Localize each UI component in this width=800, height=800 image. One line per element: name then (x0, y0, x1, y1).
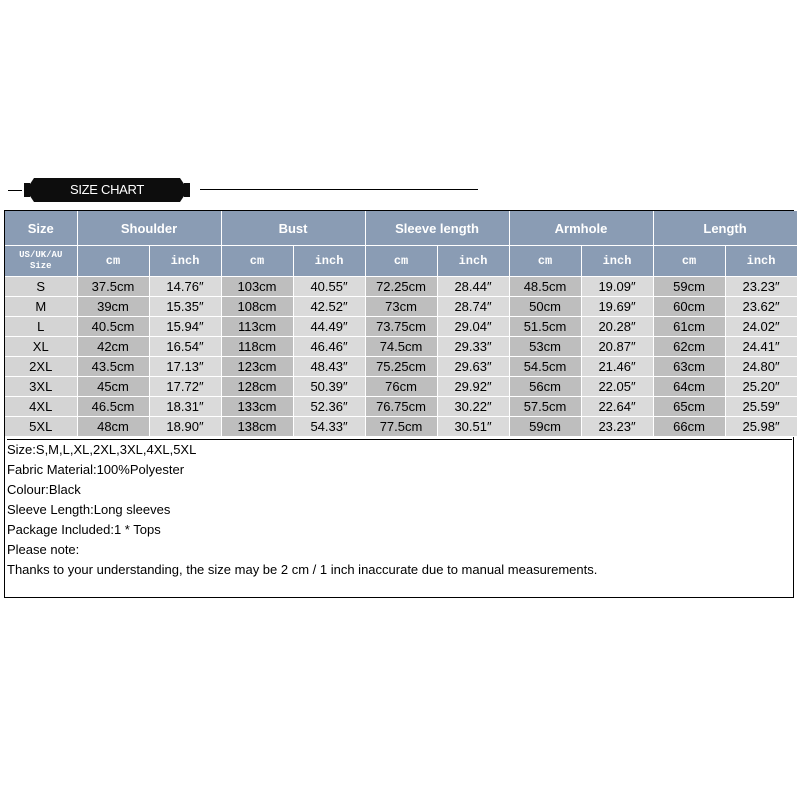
inch-cell: 24.02″ (725, 317, 797, 337)
inch-cell: 30.22″ (437, 397, 509, 417)
inch-cell: 15.94″ (149, 317, 221, 337)
inch-cell: 19.69″ (581, 297, 653, 317)
cm-cell: 53cm (509, 337, 581, 357)
inch-cell: 23.23″ (725, 277, 797, 297)
cm-cell: 59cm (509, 417, 581, 437)
cm-cell: 118cm (221, 337, 293, 357)
size-cell: S (5, 277, 77, 297)
header-armhole: Armhole (509, 211, 653, 246)
cm-cell: 61cm (653, 317, 725, 337)
inch-cell: 44.49″ (293, 317, 365, 337)
cm-cell: 76cm (365, 377, 437, 397)
inch-cell: 14.76″ (149, 277, 221, 297)
cm-cell: 57.5cm (509, 397, 581, 417)
table-row (5, 277, 797, 297)
inch-cell: 18.90″ (149, 417, 221, 437)
inch-cell: 24.80″ (725, 357, 797, 377)
inch-cell: 19.09″ (581, 277, 653, 297)
cm-cell: 51.5cm (509, 317, 581, 337)
unit-inch: inch (725, 246, 797, 277)
unit-size-label: Size (29, 261, 52, 271)
inch-cell: 20.28″ (581, 317, 653, 337)
table-row (5, 377, 797, 397)
cm-cell: 108cm (221, 297, 293, 317)
inch-cell: 28.74″ (437, 297, 509, 317)
banner-rule-left (8, 190, 22, 191)
size-cell: 5XL (5, 417, 77, 437)
inch-cell: 25.98″ (725, 417, 797, 437)
size-cell: L (5, 317, 77, 337)
table-row (5, 297, 797, 317)
info-sleeve: Sleeve Length:Long sleeves (7, 502, 171, 517)
cm-cell: 59cm (653, 277, 725, 297)
cm-cell: 133cm (221, 397, 293, 417)
table-row (5, 417, 797, 437)
cm-cell: 39cm (77, 297, 149, 317)
size-chart-frame (4, 210, 794, 598)
cm-cell: 66cm (653, 417, 725, 437)
unit-size-region: US/UK/AU (19, 250, 63, 260)
cm-cell: 64cm (653, 377, 725, 397)
inch-cell: 29.63″ (437, 357, 509, 377)
table-row (5, 357, 797, 377)
inch-cell: 50.39″ (293, 377, 365, 397)
size-chart-banner (0, 176, 800, 206)
table-row (5, 317, 797, 337)
inch-cell: 24.41″ (725, 337, 797, 357)
cm-cell: 128cm (221, 377, 293, 397)
inch-cell: 46.46″ (293, 337, 365, 357)
header-sleeve-length: Sleeve length (365, 211, 509, 246)
unit-row (5, 246, 797, 277)
cm-cell: 72.25cm (365, 277, 437, 297)
cm-cell: 65cm (653, 397, 725, 417)
header-length: Length (653, 211, 797, 246)
inch-cell: 52.36″ (293, 397, 365, 417)
cm-cell: 73cm (365, 297, 437, 317)
cm-cell: 113cm (221, 317, 293, 337)
cm-cell: 37.5cm (77, 277, 149, 297)
header-bust: Bust (221, 211, 365, 246)
unit-inch: inch (437, 246, 509, 277)
inch-cell: 42.52″ (293, 297, 365, 317)
cm-cell: 138cm (221, 417, 293, 437)
unit-cm: cm (365, 246, 437, 277)
cm-cell: 45cm (77, 377, 149, 397)
inch-cell: 40.55″ (293, 277, 365, 297)
unit-cm: cm (221, 246, 293, 277)
cm-cell: 76.75cm (365, 397, 437, 417)
unit-inch: inch (149, 246, 221, 277)
cm-cell: 56cm (509, 377, 581, 397)
inch-cell: 25.59″ (725, 397, 797, 417)
info-note-label: Please note: (7, 542, 80, 557)
info-package: Package Included:1 * Tops (7, 522, 161, 537)
inch-cell: 17.13″ (149, 357, 221, 377)
inch-cell: 48.43″ (293, 357, 365, 377)
product-info (7, 439, 792, 580)
banner-rule-right (200, 189, 478, 190)
inch-cell: 21.46″ (581, 357, 653, 377)
cm-cell: 77.5cm (365, 417, 437, 437)
inch-cell: 29.92″ (437, 377, 509, 397)
info-sizes: Size:S,M,L,XL,2XL,3XL,4XL,5XL (7, 442, 197, 457)
cm-cell: 103cm (221, 277, 293, 297)
cm-cell: 123cm (221, 357, 293, 377)
cm-cell: 54.5cm (509, 357, 581, 377)
unit-cm: cm (653, 246, 725, 277)
header-shoulder: Shoulder (77, 211, 221, 246)
size-cell: 2XL (5, 357, 77, 377)
info-note-text: Thanks to your understanding, the size may be 2 cm / 1 inch inaccurate due to manual measurements. (7, 562, 598, 577)
inch-cell: 54.33″ (293, 417, 365, 437)
inch-cell: 15.35″ (149, 297, 221, 317)
inch-cell: 25.20″ (725, 377, 797, 397)
table-row (5, 337, 797, 357)
unit-cm: cm (77, 246, 149, 277)
cm-cell: 63cm (653, 357, 725, 377)
inch-cell: 16.54″ (149, 337, 221, 357)
size-cell: 3XL (5, 377, 77, 397)
unit-inch: inch (293, 246, 365, 277)
inch-cell: 23.62″ (725, 297, 797, 317)
banner-notch-right (184, 183, 190, 197)
cm-cell: 50cm (509, 297, 581, 317)
cm-cell: 60cm (653, 297, 725, 317)
inch-cell: 30.51″ (437, 417, 509, 437)
unit-inch: inch (581, 246, 653, 277)
cm-cell: 74.5cm (365, 337, 437, 357)
header-size: Size (5, 211, 77, 246)
cm-cell: 73.75cm (365, 317, 437, 337)
info-colour: Colour:Black (7, 482, 81, 497)
inch-cell: 22.05″ (581, 377, 653, 397)
table-row (5, 397, 797, 417)
cm-cell: 42cm (77, 337, 149, 357)
unit-cm: cm (509, 246, 581, 277)
size-cell: M (5, 297, 77, 317)
cm-cell: 75.25cm (365, 357, 437, 377)
inch-cell: 29.33″ (437, 337, 509, 357)
cm-cell: 62cm (653, 337, 725, 357)
info-fabric: Fabric Material:100%Polyester (7, 462, 185, 477)
inch-cell: 18.31″ (149, 397, 221, 417)
size-cell: 4XL (5, 397, 77, 417)
inch-cell: 22.64″ (581, 397, 653, 417)
unit-size-header (5, 246, 77, 277)
size-cell: XL (5, 337, 77, 357)
inch-cell: 23.23″ (581, 417, 653, 437)
cm-cell: 48.5cm (509, 277, 581, 297)
inch-cell: 20.87″ (581, 337, 653, 357)
cm-cell: 43.5cm (77, 357, 149, 377)
size-chart-title: SIZE CHART (34, 178, 180, 202)
inch-cell: 28.44″ (437, 277, 509, 297)
inch-cell: 29.04″ (437, 317, 509, 337)
cm-cell: 48cm (77, 417, 149, 437)
cm-cell: 40.5cm (77, 317, 149, 337)
header-row (5, 211, 797, 246)
cm-cell: 46.5cm (77, 397, 149, 417)
inch-cell: 17.72″ (149, 377, 221, 397)
size-chart-table (5, 211, 798, 437)
